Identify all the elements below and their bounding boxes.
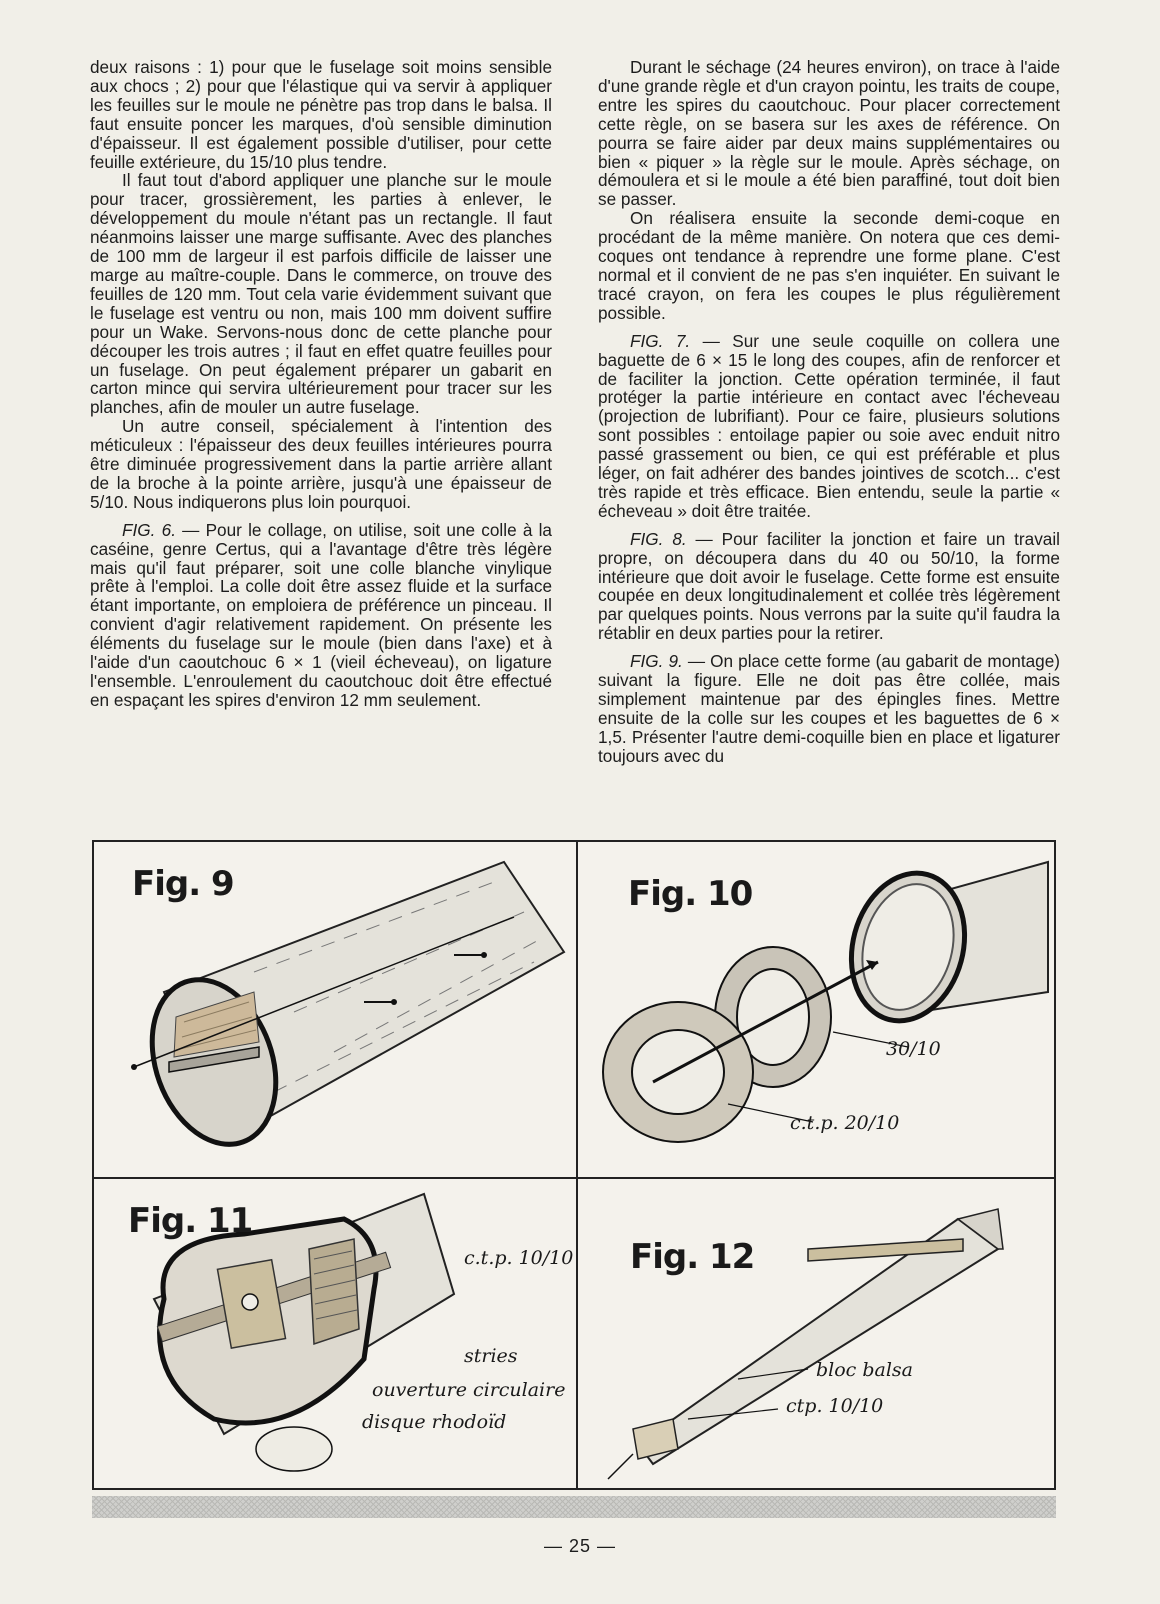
figure-title: Fig. 9 [132, 864, 234, 904]
figures-frame [92, 840, 1056, 1490]
right-column [598, 58, 1060, 766]
paragraph: Durant le séchage (24 heures environ), on trace à l'aide d'une grande règle et d'un crayon pointu, les traits de coupe, entre les spires du caoutchouc. Pour placer correctement cette règle, on se basera sur les axes de référence. On pourra se faire aider par deux mains supplémentaires ou bien « piquer » la règle sur le moule. Après séchage, on démoulera et si le moule a été bien paraffiné, tout doit bien se passer. [598, 57, 1060, 210]
callout-label: ouverture circulaire [372, 1379, 566, 1401]
figure-10 [578, 842, 1058, 1177]
callout-label: c.t.p. 10/10 [464, 1247, 574, 1269]
paragraph: Il faut tout d'abord appliquer une planche sur le moule pour tracer, grossièrement, les parties à enlever, le développement du moule n'étant pas un rectangle. Il faut néanmoins laisser une marge suffisante. Avec des planches de 100 mm de largeur il est parfois difficile de laisser une marge au maître-couple. Dans le commerce, on trouve des feuilles de 120 mm. Tout cela varie évidemment suivant que le fuselage est ventru ou non, mais 100 mm doivent suffire pour un Wake. Servons-nous donc de cette planche pour découper les trois autres ; il faut en effet quatre feuilles pour un fuselage. On peut également préparer un gabarit en carton mince qui servira ultérieurement pour tracer sur les planches, afin de mouler un autre fuselage. [90, 170, 552, 418]
callout-label: c.t.p. 20/10 [790, 1112, 900, 1134]
paragraph-text: — Pour le collage, on utilise, soit une colle à la caséine, genre Certus, qui a l'avantage d'être très légère mais qu'il faut préparer, soit une colle blanche vinylique prête à l'emploi. La colle doit être assez fluide et la surface étant importante, on emploiera de préférence un pinceau. Il convient d'agir relativement rapidement. On présente les éléments du fuselage sur le moule (bien dans l'axe) et à l'aide d'un caoutchouc 6 × 1 (vieil écheveau), on ligature l'ensemble. L'enroulement du caoutchouc doit être effectué en espaçant les spires d'environ 12 mm seulement. [90, 519, 552, 710]
callout-label: bloc balsa [816, 1359, 914, 1381]
paragraph-fig7 [598, 332, 1060, 521]
callout-label: disque rhodoïd [362, 1411, 507, 1433]
figure-reference: FIG. 7. [630, 330, 691, 351]
figure-title: Fig. 12 [630, 1237, 755, 1277]
paragraph: deux raisons : 1) pour que le fuselage soit moins sensible aux chocs ; 2) pour que l'élastique qui va servir à appliquer les feuilles sur le moule ne pénètre pas trop dans le balsa. Il faut ensuite poncer les marques, d'où sensible diminution d'épaisseur. Il est également possible d'utiliser, pour cette feuille extérieure, du 15/10 plus tendre. [90, 57, 552, 172]
figure-reference: FIG. 9. [630, 651, 683, 672]
figure-12 [578, 1179, 1058, 1492]
paragraph-fig9 [598, 652, 1060, 765]
paragraph: On réalisera ensuite la seconde demi-coque en procédant de la même manière. On notera que ces demi-coques ont tendance à reprendre une forme plane. C'est normal et il convient de ne pas s'en inquiéter. En suivant le tracé crayon, on fera les coupes le plus régulièrement possible. [598, 208, 1060, 323]
callout-label: stries [464, 1345, 518, 1367]
figure-title: Fig. 10 [628, 874, 753, 914]
figure-reference: FIG. 6. [122, 519, 176, 540]
left-column [90, 58, 552, 710]
figure-title: Fig. 11 [128, 1201, 253, 1241]
figure-9 [94, 842, 576, 1177]
paragraph-fig8 [598, 530, 1060, 643]
callout-label: ctp. 10/10 [786, 1395, 884, 1417]
paragraph-fig6 [90, 521, 552, 710]
tail-cone-illustration [578, 1179, 1058, 1492]
figure-reference: FIG. 8. [630, 528, 687, 549]
paragraph-text: — On place cette forme (au gabarit de montage) suivant la figure. Elle ne doit pas être collée, mais simplement maintenue par des épingles fines. Mettre ensuite de la colle sur les coupes et les baguettes de 6 × 1,5. Présenter l'autre demi-coquille bien en place et ligaturer toujours avec du [598, 651, 1060, 766]
page-number: — 25 — [543, 1536, 617, 1556]
figure-11 [94, 1179, 576, 1492]
decorative-band [92, 1496, 1056, 1518]
callout-label: 30/10 [886, 1038, 941, 1060]
paragraph: Un autre conseil, spécialement à l'intention des méticuleux : l'épaisseur des deux feuilles intérieures pourra être diminuée progressivement dans la partie arrière allant de la broche à la pointe arrière, jusqu'à une épaisseur de 5/10. Nous indiquerons plus loin pourquoi. [90, 416, 552, 512]
paragraph-text: — Sur une seule coquille on collera une baguette de 6 × 15 le long des coupes, afin de renforcer et de faciliter la jonction. Cette opération terminée, il faut protéger la partie intérieure en contact avec l'écheveau (projection de lubrifiant). Pour ce faire, plusieurs solutions sont possibles : entoilage papier ou soie avec enduit nitro passé grassement ou bien, ce qui est préférable et plus léger, on fait adhérer des bandes jointives de scotch... c'est très rapide et très efficace. Bien entendu, seule la partie « écheveau » doit être traitée. [598, 330, 1060, 521]
paragraph-text: — Pour faciliter la jonction et faire un travail propre, on découpera dans du 40 ou 50/10, la forme intérieure que doit avoir le fuselage. Cette forme est ensuite coupée en deux longitudinalement et collée très légèrement par quelques points. Nous verrons par la suite qu'il faudra la rétablir en deux parties pour la retirer. [598, 528, 1061, 644]
